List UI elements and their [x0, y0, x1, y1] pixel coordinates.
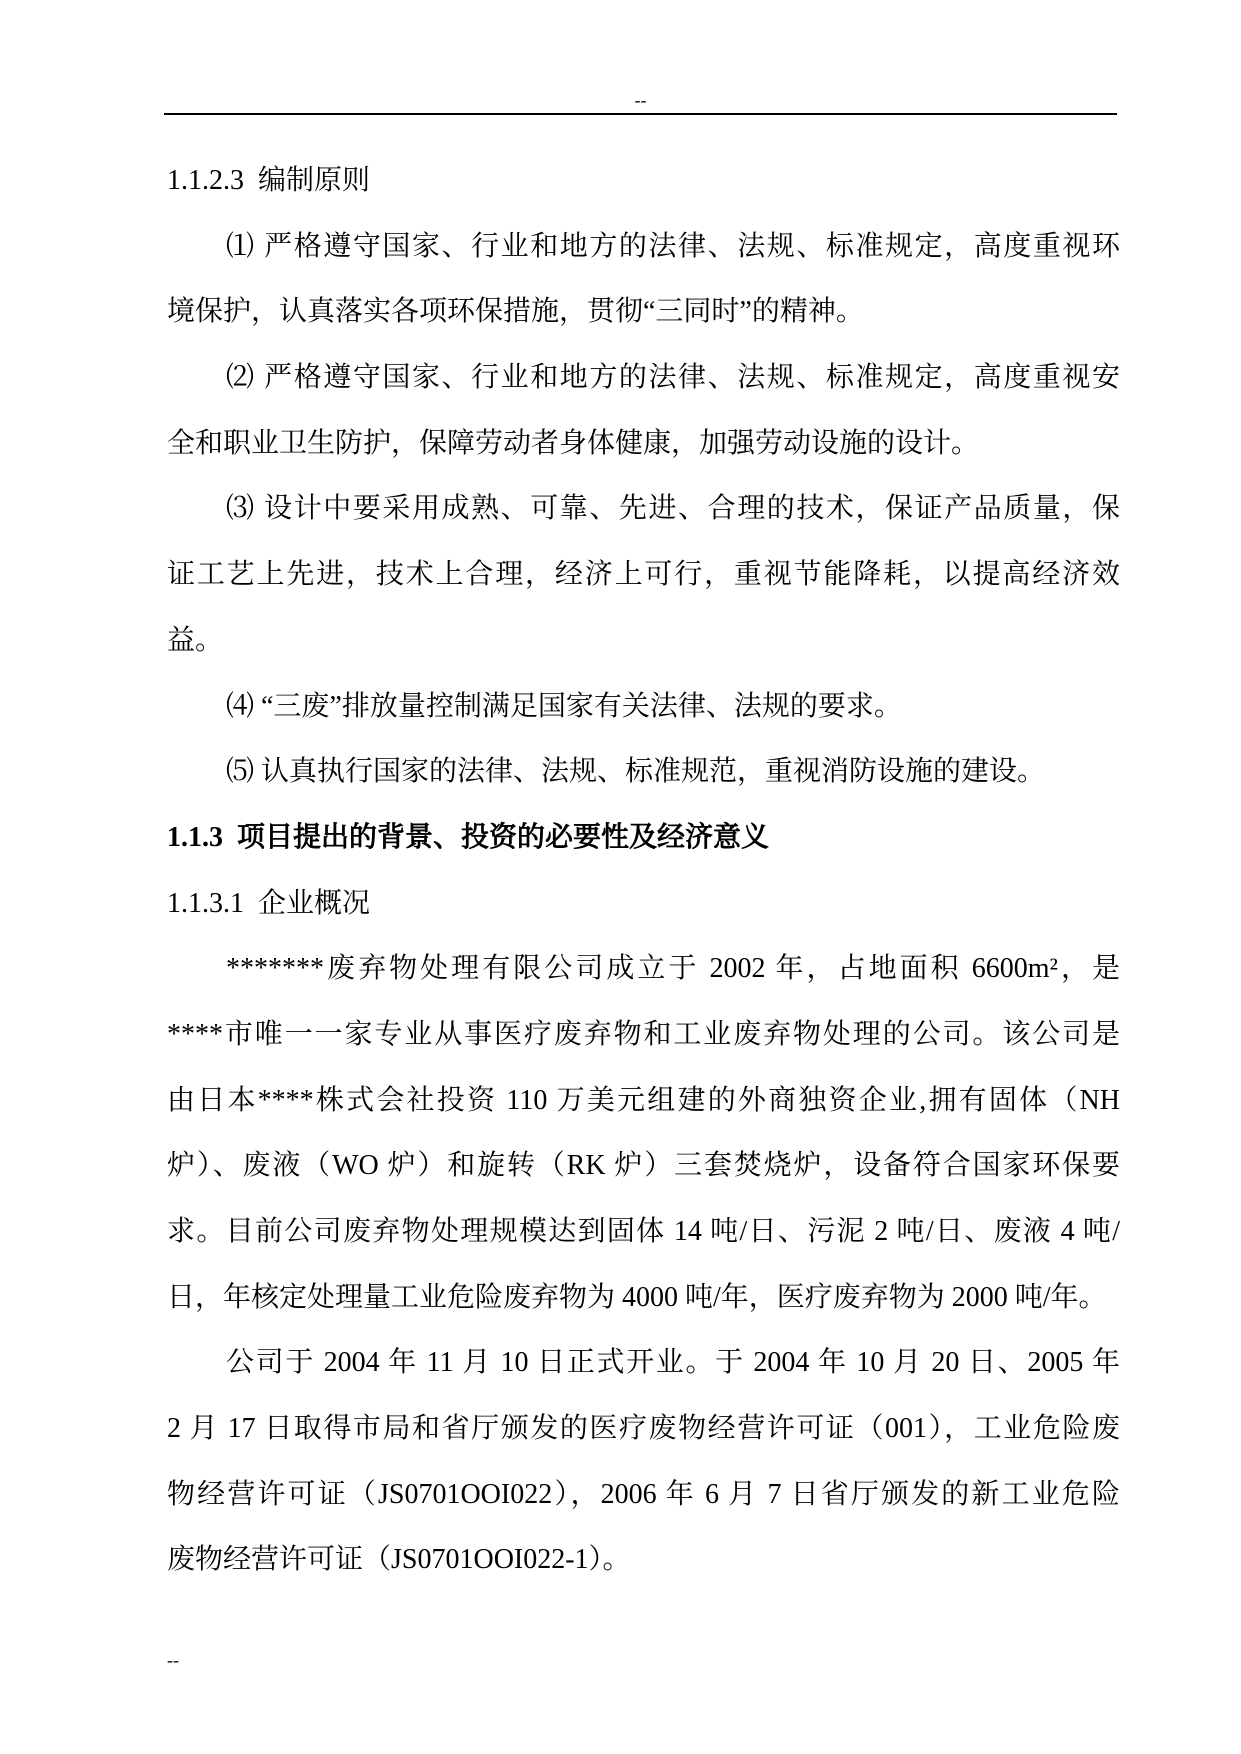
- paragraph-line: ****市唯一一家专业从事医疗废弃物和工业废弃物处理的公司。该公司是: [167, 1018, 1120, 1050]
- paragraph-line: 炉）、废液（WO 炉）和旋转（RK 炉）三套焚烧炉，设备符合国家环保要: [167, 1150, 1120, 1182]
- paragraph-line: 益。: [167, 624, 224, 656]
- paragraph-line: ⑴ 严格遵守国家、行业和地方的法律、法规、标准规定，高度重视环: [226, 230, 1120, 262]
- principle-item-5: [167, 739, 1120, 805]
- paragraph-line: *******废弃物处理有限公司成立于 2002 年，占地面积 6600m²，是: [226, 953, 1120, 985]
- paragraph-line: 求。目前公司废弃物处理规模达到固体 14 吨/日、污泥 2 吨/日、废液 4 吨/: [167, 1216, 1120, 1247]
- paragraph-line: ⑸ 认真执行国家的法律、法规、标准规范，重视消防设施的建设。: [226, 756, 1046, 788]
- header-rule: [164, 113, 1117, 115]
- section-heading-1-1-2-3: 1.1.2.3 编制原则: [167, 165, 371, 196]
- paragraph-line: ⑶ 设计中要采用成熟、可靠、先进、合理的技术，保证产品质量，保: [226, 493, 1120, 525]
- page-footer-mark: --: [167, 1650, 179, 1670]
- paragraph-line: 全和职业卫生防护，保障劳动者身体健康，加强劳动设施的设计。: [167, 427, 980, 459]
- paragraph-line: 日，年核定处理量工业危险废弃物为 4000 吨/年，医疗废弃物为 2000 吨/年。: [167, 1281, 1107, 1313]
- paragraph-line: 证工艺上先进，技术上合理，经济上可行，重视节能降耗，以提高经济效: [167, 559, 1120, 591]
- paragraph-line: 公司于 2004 年 11 月 10 日正式开业。于 2004 年 10 月 20 日、2005 年: [226, 1347, 1120, 1379]
- paragraph-line: ⑵ 严格遵守国家、行业和地方的法律、法规、标准规定，高度重视安: [226, 362, 1120, 394]
- company-overview-paragraph: [167, 936, 1120, 1330]
- paragraph-line: 物经营许可证（JS0701OOI022），2006 年 6 月 7 日省厅颁发的新工业危险: [167, 1478, 1120, 1510]
- page-header-mark: --: [634, 90, 647, 110]
- paragraph-line: ⑷ “三废”排放量控制满足国家有关法律、法规的要求。: [226, 690, 902, 722]
- paragraph-line: 由日本****株式会社投资 110 万美元组建的外商独资企业,拥有固体（NH: [167, 1084, 1120, 1116]
- paragraph-line: 废物经营许可证（JS0701OOI022-1）。: [167, 1544, 631, 1576]
- principle-item-1: [167, 214, 1120, 345]
- document-body: [167, 148, 1120, 1593]
- principle-item-3: [167, 476, 1120, 673]
- paragraph-line: 2 月 17 日取得市局和省厅颁发的医疗废物经营许可证（001），工业危险废: [167, 1413, 1120, 1445]
- license-history-paragraph: [167, 1330, 1120, 1593]
- subsection-heading-1-1-3-1: 1.1.3.1 企业概况: [167, 887, 371, 919]
- paragraph-line: 境保护，认真落实各项环保措施，贯彻“三同时”的精神。: [167, 296, 864, 328]
- principle-item-4: [167, 674, 1120, 740]
- section-heading-1-1-3: 1.1.3 项目提出的背景、投资的必要性及经济意义: [167, 821, 770, 853]
- principle-item-2: [167, 345, 1120, 476]
